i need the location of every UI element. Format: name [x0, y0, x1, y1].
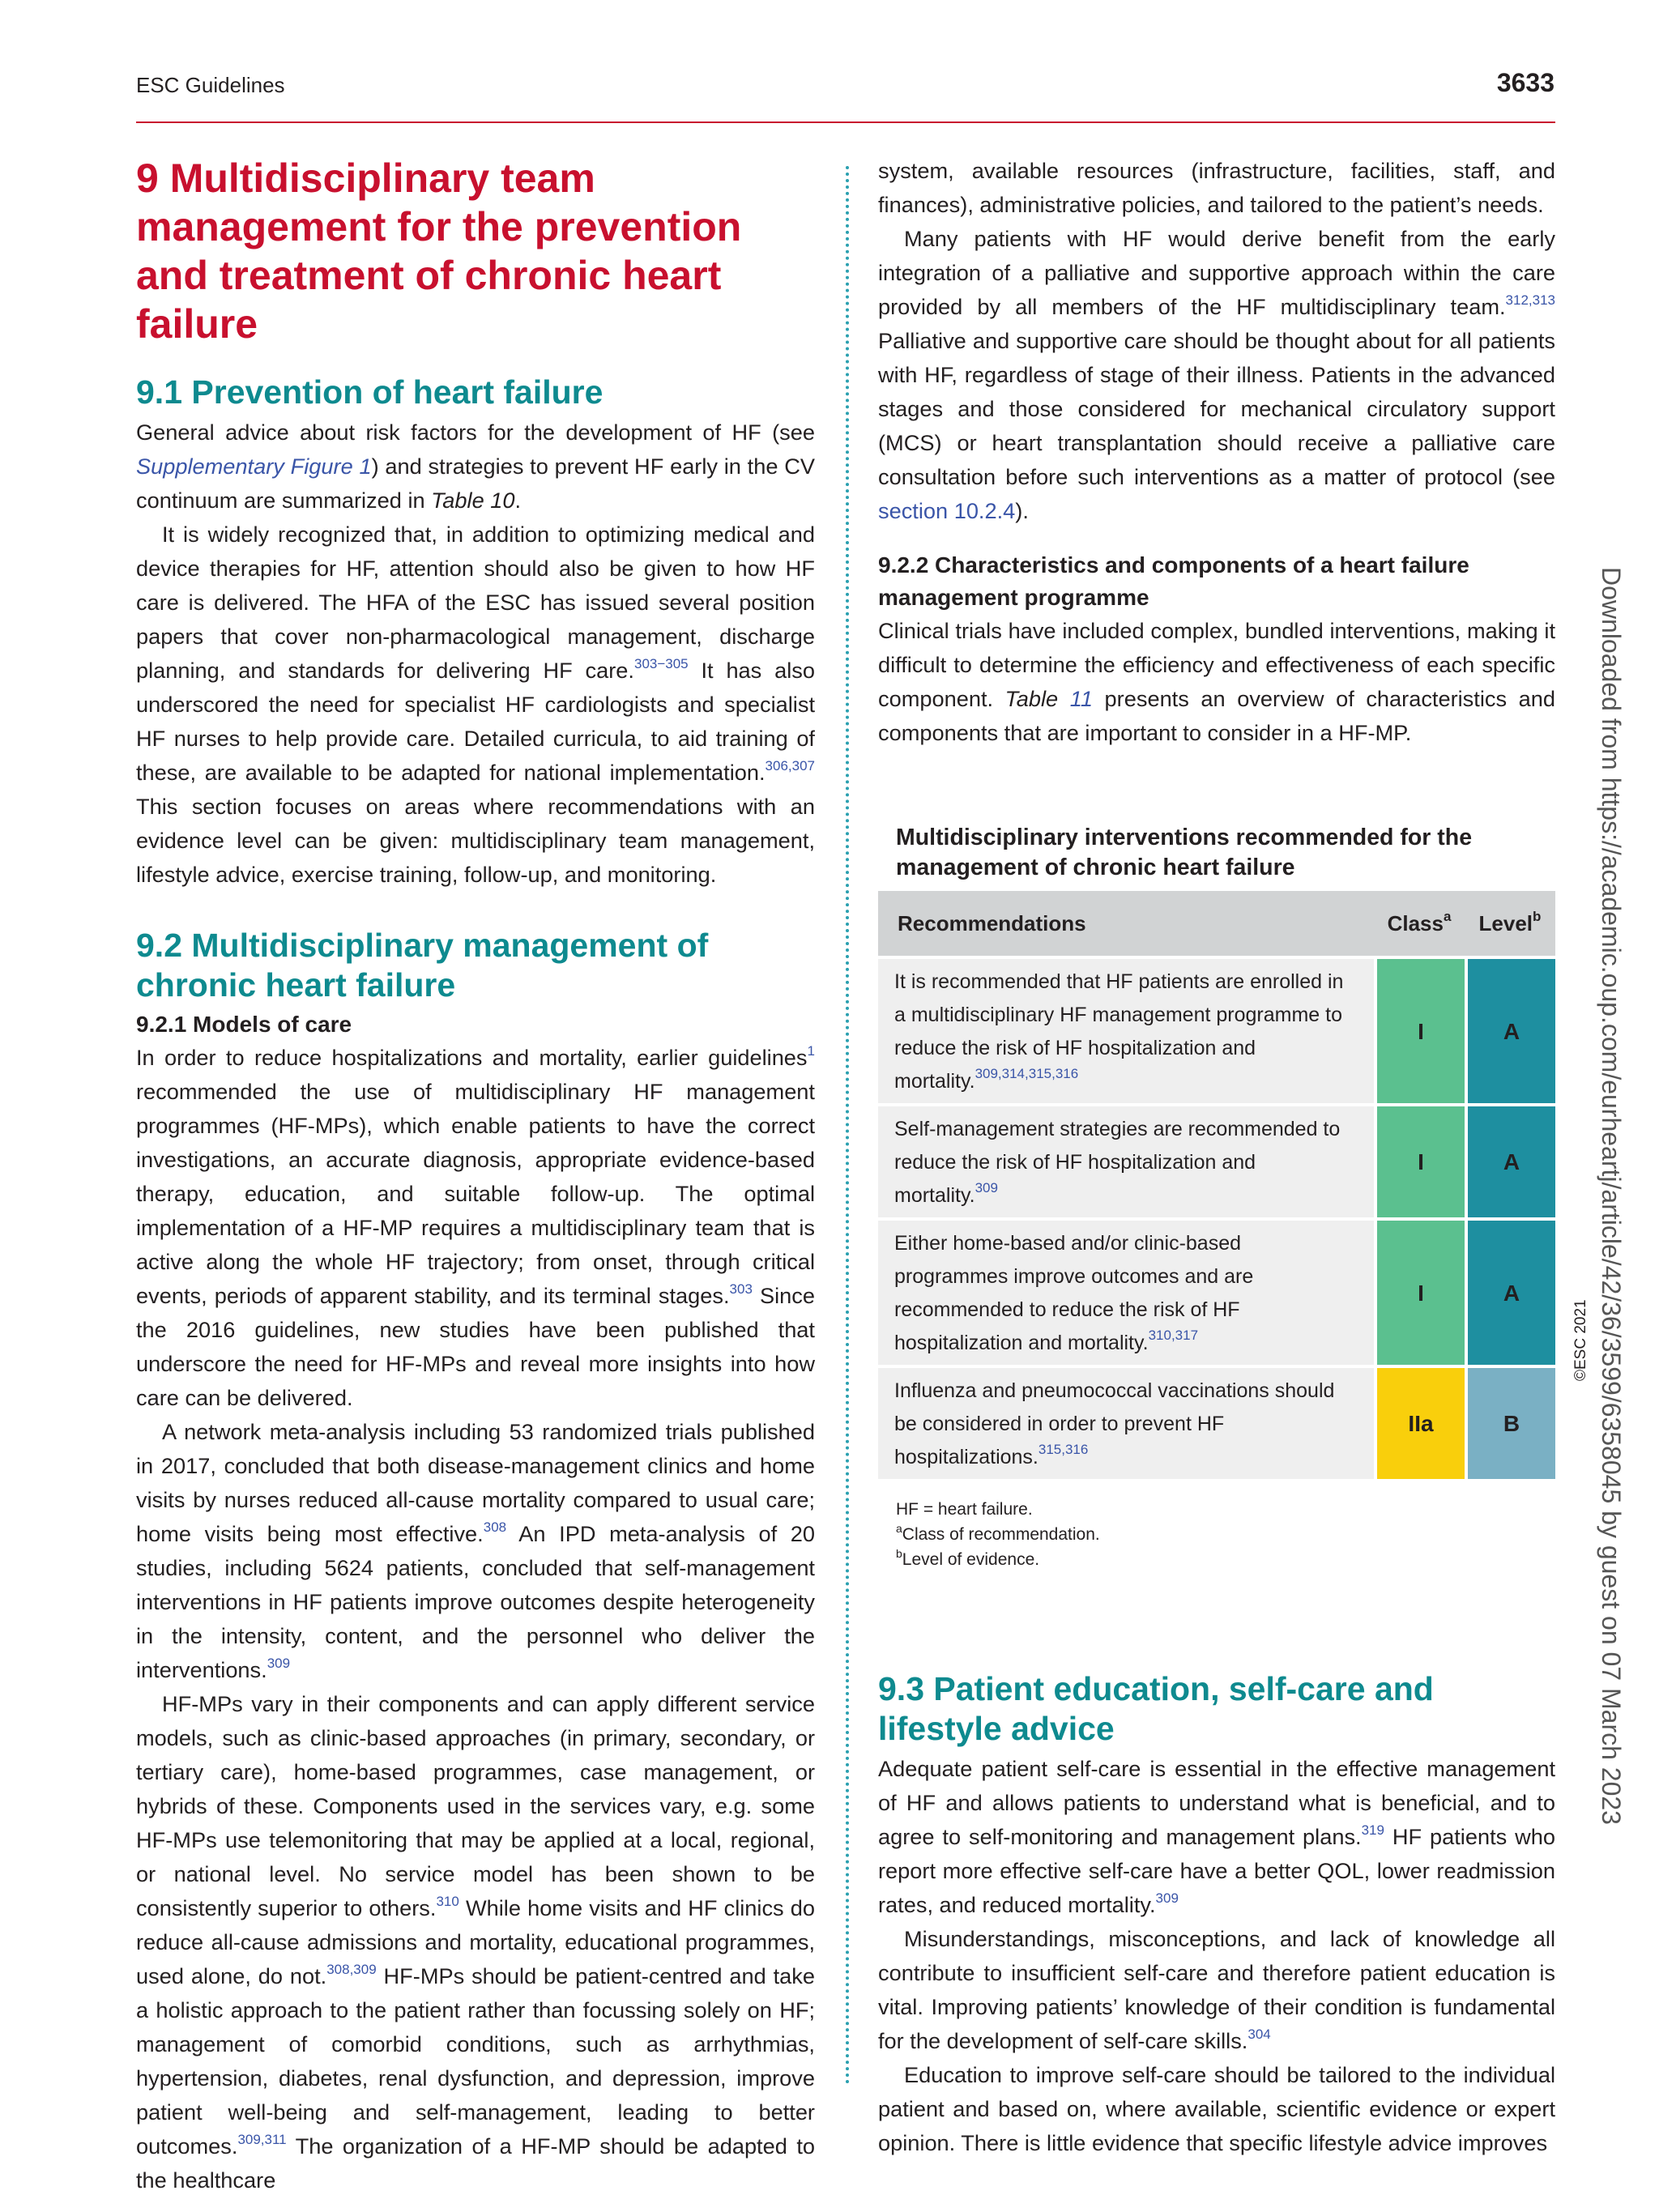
- text: Influenza and pneumococcal vaccinations should be considered in order to prevent HF hospitalizations.: [894, 1379, 1335, 1468]
- text: system, available resources (infrastructure, facilities, staff, and finances), administrative policies, and tailored to the patient’s needs.: [878, 158, 1555, 217]
- citation[interactable]: 308,309: [326, 1962, 377, 1977]
- text: This section focuses on areas where recommendations with an evidence level can be given: multidisciplinary team management, lifestyle advice, exercise training, follow-up, and monitoring.: [136, 794, 815, 887]
- right-column: [878, 154, 1555, 2160]
- level-cell: A: [1465, 1103, 1555, 1217]
- column-divider: [846, 166, 849, 2086]
- paragraph: [136, 416, 815, 518]
- header-level: [1465, 891, 1555, 956]
- text: In order to reduce hospitalizations and mortality, earlier guidelines: [136, 1045, 808, 1070]
- text: .: [514, 488, 522, 513]
- paragraph: [136, 1041, 815, 1415]
- text: It is widely recognized that, in addition to optimizing medical and device therapies for HF, attention should also be given to how HF care is delivered. The HFA of the ESC has issued several position papers that cover non-pharmacological management, discharge planning, and standards for delivering HF care.: [136, 522, 815, 683]
- table-row: [878, 1365, 1555, 1479]
- citation[interactable]: 315,316: [1038, 1442, 1089, 1457]
- citation[interactable]: 309,314,315,316: [975, 1066, 1079, 1081]
- section-9-1-heading: 9.1 Prevention of heart failure: [136, 373, 603, 411]
- citation[interactable]: 319: [1361, 1822, 1384, 1838]
- section-9-3-heading: 9.3 Patient education, self-care and lifestyle advice: [878, 1670, 1434, 1747]
- class-cell: IIa: [1374, 1365, 1465, 1479]
- text: Self-management strategies are recommended to reduce the risk of HF hospitalization and mortality.: [894, 1118, 1341, 1207]
- text: A network meta-analysis including 53 randomized trials published in 2017, concluded that both disease-management clinics and home visits by nurses reduced all-cause mortality compared to usual care; home visits being most effective.: [136, 1419, 815, 1546]
- text: ) and strategies to prevent HF early in the CV continuum are summarized in: [136, 454, 816, 513]
- citation[interactable]: 303: [729, 1281, 753, 1297]
- page-number: 3633: [1496, 68, 1555, 97]
- text: Clinical trials have included complex, bundled interventions, making it difficult to determine the efficiency and effectiveness of each specific component.: [878, 618, 1555, 711]
- table-number-link[interactable]: 11: [1069, 686, 1093, 711]
- recommendation-text: [878, 1217, 1374, 1365]
- section-link[interactable]: section 10.2.4: [878, 498, 1016, 523]
- esc-copyright: ©ESC 2021: [1572, 1299, 1589, 1381]
- paragraph: [136, 1415, 815, 1687]
- recommendation-box-title: Multidisciplinary interventions recommended for the management of chronic heart failure: [896, 825, 1473, 880]
- text: While home visits and HF clinics do reduce all-cause admissions and mortality, educational programmes, used alone, do not.: [136, 1895, 815, 1988]
- section-9-2-2-heading: 9.2.2 Characteristics and components of a heart failure management programme: [878, 552, 1469, 610]
- paragraph: [878, 1922, 1555, 2058]
- text: The organization of a HF-MP should be adapted to the healthcare: [136, 2133, 815, 2193]
- recommendation-text: [878, 1103, 1374, 1217]
- citation[interactable]: 303−305: [633, 656, 689, 671]
- text: General advice about risk factors for the development of HF (see: [136, 420, 815, 445]
- table-ref[interactable]: Table: [1004, 686, 1070, 711]
- text: HF-MPs should be patient-centred and take a holistic approach to the patient rather than focussing solely on HF; management of comorbid conditions, such as arrhythmias, hypertension, diabetes, renal dysfunction, and depression, improve patient well-being and self-management, leading to better outcomes.: [136, 1963, 815, 2159]
- table-header-row: [878, 891, 1555, 956]
- table-row: [878, 956, 1555, 1103]
- text: It has also underscored the need for specialist HF cardiologists and specialist HF nurses to help provide care. Detailed curricula, to aid training of these, are available to be adapted for national implementation.: [136, 658, 815, 785]
- footnote: [896, 1547, 1555, 1572]
- citation[interactable]: 309: [1155, 1890, 1179, 1906]
- citation[interactable]: 304: [1247, 2027, 1271, 2042]
- text: It is recommended that HF patients are enrolled in a multidisciplinary HF management programme to reduce the risk of HF hospitalization and mortality.: [894, 970, 1344, 1093]
- recommendation-table: [878, 891, 1555, 1479]
- text: Education to improve self-care should be tailored to the individual patient and based on, where available, scientific evidence or expert opinion. There is little evidence that specific lifestyle advice improves: [878, 2062, 1555, 2155]
- recommendation-box: [878, 823, 1555, 1572]
- text: Misunderstandings, misconceptions, and lack of knowledge all contribute to insufficient self-care and therefore patient education is vital. Improving patients’ knowledge of their condition is fundamental for the development of self-care skills.: [878, 1926, 1555, 2053]
- text: HF patients who report more effective self-care have a better QOL, lower readmission rates, and reduced mortality.: [878, 1824, 1555, 1917]
- section-9-2-1-heading: 9.2.1 Models of care: [136, 1012, 352, 1037]
- footnote-marker: b: [896, 1547, 902, 1560]
- paragraph: [878, 2058, 1555, 2160]
- citation[interactable]: 309: [975, 1180, 998, 1196]
- header-recommendations: Recommendations: [878, 891, 1374, 956]
- recommendation-text: [878, 956, 1374, 1103]
- level-cell: B: [1465, 1365, 1555, 1479]
- paragraph: [878, 154, 1555, 222]
- level-cell: A: [1465, 1217, 1555, 1365]
- recommendation-text: [878, 1365, 1374, 1479]
- supplementary-figure-link[interactable]: Supplementary Figure 1: [136, 454, 372, 479]
- running-head: ESC Guidelines: [136, 73, 285, 97]
- footnote-marker: a: [896, 1522, 902, 1535]
- paragraph: [878, 1752, 1555, 1922]
- paragraph: [136, 518, 815, 892]
- citation[interactable]: 1: [807, 1043, 815, 1059]
- text: Level of evidence.: [902, 1550, 1040, 1569]
- left-column: [136, 154, 815, 2197]
- header-level-sup: b: [1533, 908, 1542, 924]
- download-watermark: Downloaded from https://academic.oup.com/eurheartj/article/42/36/3599/6358045 by guest on 07 March 2023: [1597, 567, 1626, 1825]
- text: recommended the use of multidisciplinary HF management programmes (HF-MPs), which enable patients to have the correct investigations, an accurate diagnosis, appropriate evidence-based therapy, education, and suitable follow-up. The optimal implementation of a HF-MP requires a multidisciplinary team that is active along the whole HF trajectory; from onset, through critical events, periods of apparent stability, and its terminal stages.: [136, 1079, 815, 1308]
- header-class-label: Class: [1387, 910, 1444, 936]
- table-footnotes: [896, 1497, 1555, 1572]
- text: HF-MPs vary in their components and can apply different service models, such as clinic-based approaches (in primary, secondary, or tertiary care), home-based programmes, case management, or hybrids of these. Components used in the services vary, e.g. some HF-MPs use telemonitoring that may be applied at a local, regional, or national level. No service model has been shown to be consistently superior to others.: [136, 1691, 815, 1920]
- paragraph: [878, 222, 1555, 528]
- citation[interactable]: 308: [483, 1519, 507, 1535]
- citation[interactable]: 306,307: [765, 758, 815, 774]
- table-row: [878, 1217, 1555, 1365]
- text: Palliative and supportive care should be thought about for all patients with HF, regardless of stage of their illness. Patients in the advanced stages and those considered for mechanical circulatory support (MCS) or heart transplantation should receive a palliative care consultation before such interventions as a matter of protocol (see: [878, 328, 1555, 489]
- class-cell: I: [1374, 1103, 1465, 1217]
- text: Class of recommendation.: [902, 1525, 1100, 1544]
- text: An IPD meta-analysis of 20 studies, including 5624 patients, concluded that self-management interventions in HF patients improve outcomes despite heterogeneity in the intensity, content, and the personnel who deliver the interventions.: [136, 1521, 816, 1682]
- text: Since the 2016 guidelines, new studies have been published that underscore the need for HF-MPs and reveal more insights into how care can be delivered.: [136, 1283, 815, 1410]
- class-cell: I: [1374, 1217, 1465, 1365]
- table-row: [878, 1103, 1555, 1217]
- section-9-2-heading: 9.2 Multidisciplinary management of chronic heart failure: [136, 927, 709, 1004]
- table-ref[interactable]: Table 10: [431, 488, 515, 513]
- citation[interactable]: 312,313: [1505, 292, 1555, 308]
- level-cell: A: [1465, 956, 1555, 1103]
- text: ).: [1015, 498, 1029, 523]
- text: Either home-based and/or clinic-based programmes improve outcomes and are recommended to reduce the risk of HF hospitalization and mortality.: [894, 1232, 1254, 1354]
- header-class: [1374, 891, 1465, 956]
- citation[interactable]: 310,317: [1148, 1328, 1199, 1343]
- text: Adequate patient self-care is essential in the effective management of HF and allows patients to understand what is beneficial, and to agree to self-monitoring and management plans.: [878, 1756, 1555, 1849]
- footnote: [896, 1522, 1555, 1547]
- citation[interactable]: 309,311: [237, 2132, 287, 2147]
- class-cell: I: [1374, 956, 1465, 1103]
- citation[interactable]: 309: [267, 1656, 291, 1671]
- section-9-title: 9 Multidisciplinary team management for the prevention and treatment of chronic heart failure: [136, 156, 742, 347]
- header-rule: [136, 121, 1555, 123]
- text: Many patients with HF would derive benefit from the early integration of a palliative and supportive approach within the care provided by all members of the HF multidisciplinary team.: [878, 226, 1555, 319]
- paragraph: [878, 614, 1555, 750]
- citation[interactable]: 310: [436, 1894, 459, 1909]
- header-level-label: Level: [1478, 910, 1533, 936]
- paragraph: [136, 1687, 815, 2197]
- text: presents an overview of characteristics and components that are important to consider in a HF-MP.: [878, 686, 1555, 745]
- footnote: HF = heart failure.: [896, 1500, 1033, 1519]
- header-class-sup: a: [1443, 908, 1452, 924]
